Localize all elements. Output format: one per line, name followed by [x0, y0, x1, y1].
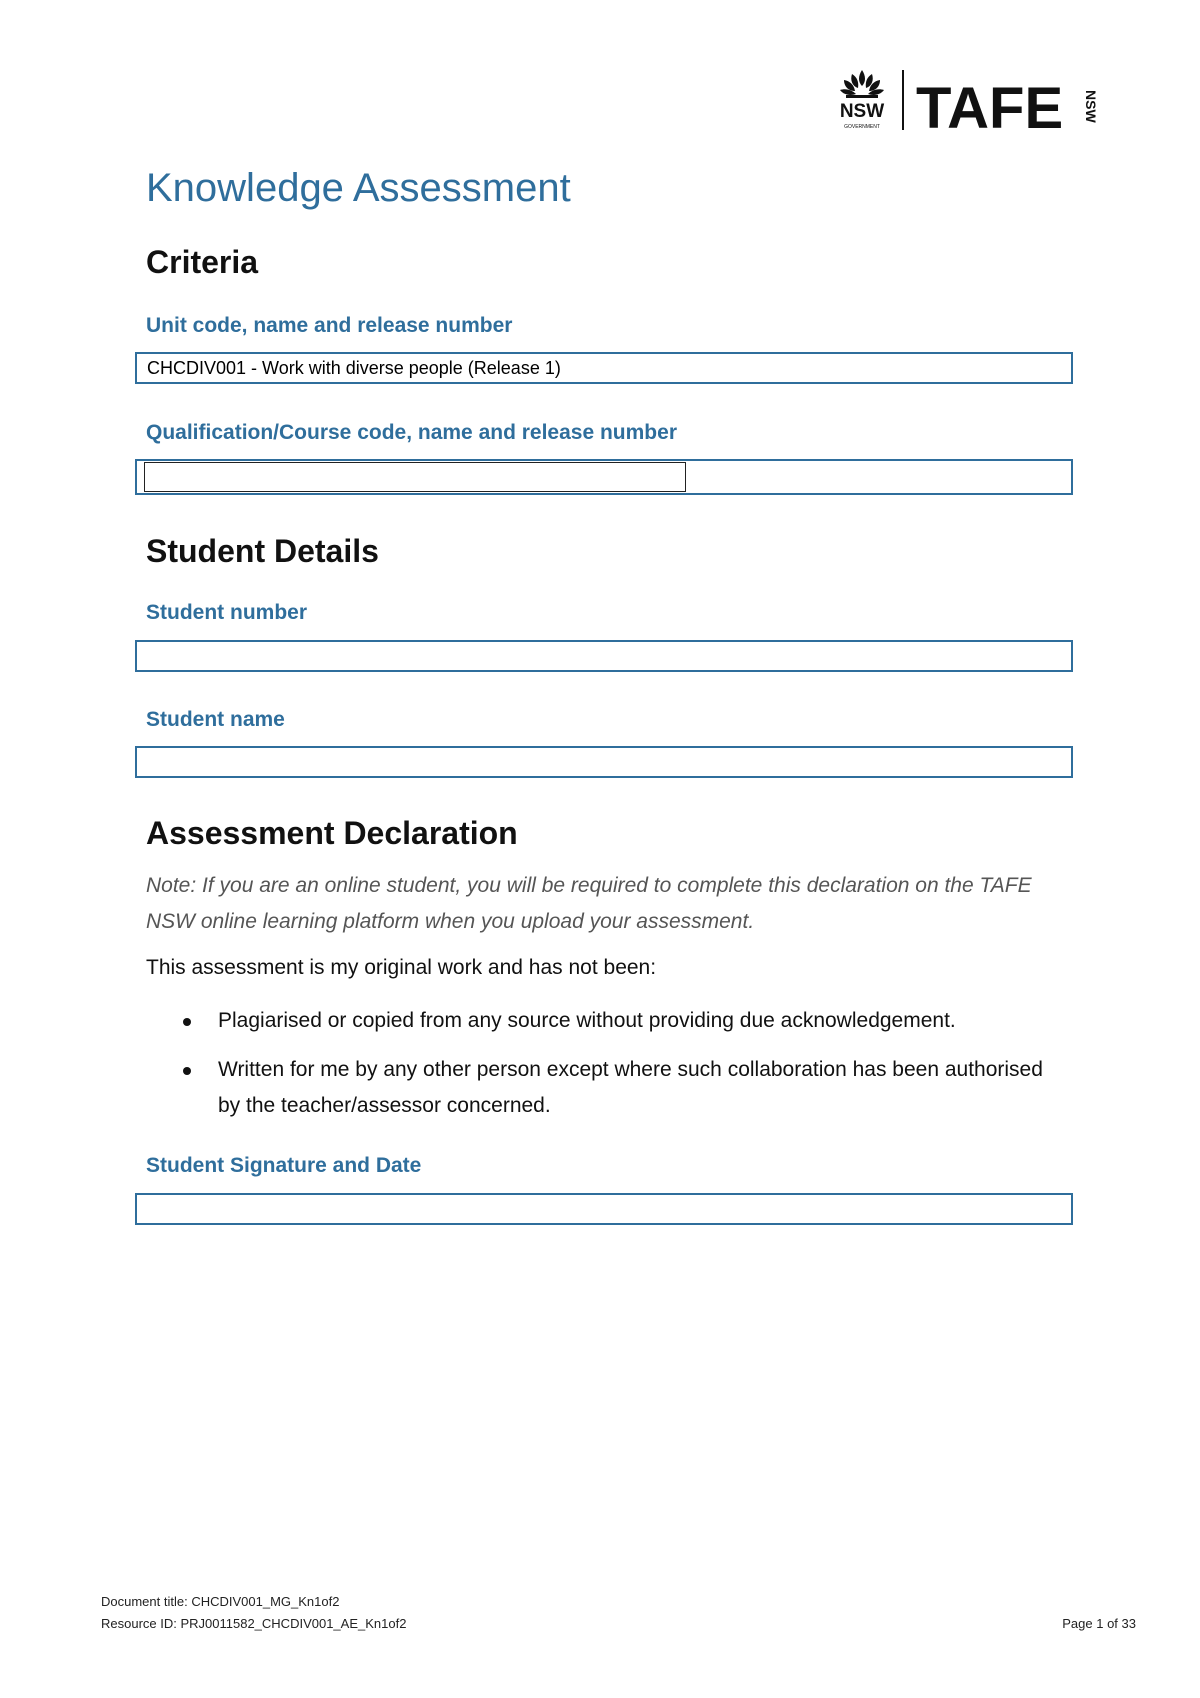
- government-text: GOVERNMENT: [844, 124, 880, 130]
- tafe-nsw-logo: [832, 68, 1099, 141]
- page-title: Knowledge Assessment: [146, 166, 571, 210]
- qualification-inner-box[interactable]: [144, 462, 686, 492]
- logo-graphic: [832, 68, 1099, 141]
- footer-document-title: Document title: CHCDIV001_MG_Kn1of2: [101, 1594, 340, 1609]
- student-number-field[interactable]: [135, 640, 1073, 672]
- declaration-heading: Assessment Declaration: [146, 815, 518, 851]
- nsw-text: NSW: [839, 101, 885, 122]
- unit-field[interactable]: [135, 352, 1073, 384]
- unit-value: CHCDIV001 - Work with diverse people (Release 1): [147, 358, 561, 378]
- waratah-icon: [840, 70, 884, 98]
- criteria-heading: Criteria: [146, 244, 259, 280]
- qualification-field[interactable]: [135, 459, 1073, 495]
- student-number-label: Student number: [146, 601, 307, 624]
- bullet-icon: [183, 1018, 191, 1026]
- signature-label: Student Signature and Date: [146, 1154, 422, 1177]
- declaration-note: Note: If you are an online student, you will be required to complete this declaration on the TAFE NSW online learning platform when you upload your assessment.: [146, 874, 1032, 933]
- footer-resource-id: Resource ID: PRJ0011582_CHCDIV001_AE_Kn1of2: [101, 1616, 407, 1631]
- student-details-heading: Student Details: [146, 533, 379, 569]
- tafe-nsw-subtext: NSW: [1083, 90, 1099, 123]
- list-item: [146, 1052, 1046, 1124]
- list-item: [146, 1003, 1046, 1039]
- bullet-icon: [183, 1067, 191, 1075]
- declaration-intro: This assessment is my original work and has not been:: [146, 956, 657, 979]
- unit-label: Unit code, name and release number: [146, 314, 513, 337]
- logo-divider: [902, 70, 904, 130]
- qualification-label: Qualification/Course code, name and release number: [146, 421, 677, 444]
- list-item-text: Plagiarised or copied from any source without providing due acknowledgement.: [218, 1009, 956, 1032]
- declaration-list: [146, 1003, 1046, 1137]
- student-name-field[interactable]: [135, 746, 1073, 778]
- list-item-text: Written for me by any other person except where such collaboration has been authorised by the teacher/assessor concerned.: [218, 1058, 1043, 1117]
- student-name-label: Student name: [146, 708, 285, 731]
- tafe-text: TAFE: [916, 76, 1064, 141]
- footer-page-number: Page 1 of 33: [1062, 1616, 1136, 1631]
- signature-field[interactable]: [135, 1193, 1073, 1225]
